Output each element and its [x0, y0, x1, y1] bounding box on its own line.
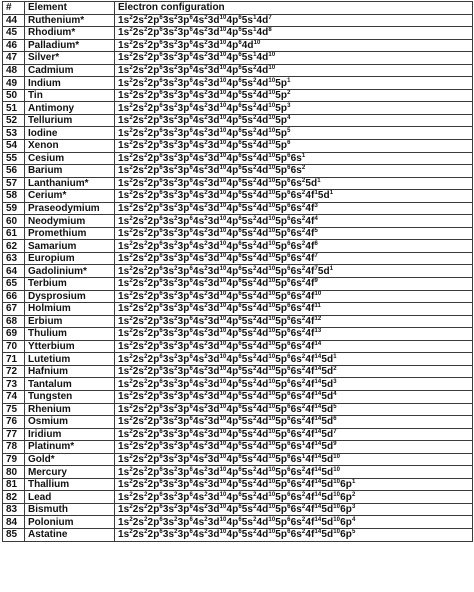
table-row: [3, 52, 473, 65]
element-name-cell: Samarium: [25, 240, 115, 253]
table-row: [3, 315, 473, 328]
table-row: [3, 202, 473, 215]
configuration-column-header: Electron configuration: [115, 2, 473, 15]
table-row: [3, 114, 473, 127]
atomic-number-cell: 58: [3, 190, 25, 203]
electron-configuration-cell: $1s^22s^22p^63s^23p^64s^23d^{10}4p^65s^24d^{10}5p^66s^24f^{14}5d^6$: [115, 416, 473, 429]
atomic-number-cell: 60: [3, 215, 25, 228]
element-name-cell: Gold*: [25, 453, 115, 466]
element-name-cell: Silver*: [25, 52, 115, 65]
element-name-cell: Astatine: [25, 528, 115, 541]
table-row: [3, 177, 473, 190]
element-name-cell: Polonium: [25, 516, 115, 529]
atomic-number-cell: 62: [3, 240, 25, 253]
atomic-number-cell: 71: [3, 353, 25, 366]
electron-configuration-cell: $1s^22s^22p^63s^23p^64s^23d^{10}4p^65s^24d^{10}5p^66s^24f^{14}5d^1$: [115, 353, 473, 366]
electron-configuration-cell: $1s^22s^22p^63s^23p^64s^23d^{10}4p^65s^24d^{10}5p^66s^24f^7$: [115, 252, 473, 265]
table-row: [3, 102, 473, 115]
table-body: [3, 14, 473, 541]
element-name-cell: Osmium: [25, 416, 115, 429]
element-name-cell: Xenon: [25, 140, 115, 153]
atomic-number-cell: 68: [3, 315, 25, 328]
table-row: [3, 152, 473, 165]
element-name-cell: Cerium*: [25, 190, 115, 203]
element-name-cell: Holmium: [25, 303, 115, 316]
table-row: [3, 328, 473, 341]
atomic-number-cell: 51: [3, 102, 25, 115]
electron-configuration-cell: $1s^22s^22p^63s^23p^64s^23d^{10}4p^65s^24d^{10}5p^66s^24f^{10}$: [115, 290, 473, 303]
electron-configuration-cell: $1s^22s^22p^63s^23p^64s^23d^{10}4p^65s^24d^{10}5p^66s^24f^15d^1$: [115, 190, 473, 203]
table-row: [3, 140, 473, 153]
atomic-number-cell: 81: [3, 478, 25, 491]
electron-configuration-cell: $1s^22s^22p^63s^23p^64s^23d^{10}4p^64d^{10}$: [115, 39, 473, 52]
element-name-cell: Iridium: [25, 428, 115, 441]
table-row: [3, 378, 473, 391]
atomic-number-cell: 63: [3, 252, 25, 265]
atomic-number-cell: 57: [3, 177, 25, 190]
atomic-number-cell: 56: [3, 165, 25, 178]
table-row: [3, 278, 473, 291]
atomic-number-cell: 48: [3, 64, 25, 77]
element-name-cell: Barium: [25, 165, 115, 178]
element-name-cell: Tin: [25, 89, 115, 102]
electron-configuration-cell: $1s^22s^22p^63s^23p^64s^23d^{10}4p^65s^24d^{10}5p^66s^24f^75d^1$: [115, 265, 473, 278]
electron-configuration-cell: 1s22s22p63s23p64s23d104p65s24d105p66s24f145d106p5: [115, 528, 473, 541]
electron-configuration-cell: 1s22s22p63s23p64s23d104p65s24d105p66s24f145d106p2: [115, 491, 473, 504]
electron-configuration-cell: $1s^22s^22p^63s^23p^64s^23d^{10}4p^65s^14d^8$: [115, 27, 473, 40]
atomic-number-cell: 44: [3, 14, 25, 27]
number-column-header: #: [3, 2, 25, 15]
electron-configuration-cell: $1s^22s^22p^63s^23p^64s^23d^{10}4p^65s^24d^{10}5p^4$: [115, 114, 473, 127]
atomic-number-cell: 47: [3, 52, 25, 65]
element-name-cell: Lead: [25, 491, 115, 504]
element-name-cell: Dysprosium: [25, 290, 115, 303]
table-row: [3, 503, 473, 516]
table-row: [3, 466, 473, 479]
atomic-number-cell: 74: [3, 390, 25, 403]
atomic-number-cell: 78: [3, 441, 25, 454]
table-row: [3, 77, 473, 90]
electron-configuration-cell: $1s^22s^22p^63s^23p^64s^23d^{10}4p^65s^24d^{10}5p^66s^24f^9$: [115, 278, 473, 291]
electron-configuration-cell: $1s^22s^22p^63s^23p^64s^23d^{10}4p^65s^24d^{10}5p^66s^14f^{14}5d^9$: [115, 441, 473, 454]
table-row: [3, 127, 473, 140]
element-name-cell: Thallium: [25, 478, 115, 491]
table-row: [3, 290, 473, 303]
electron-configuration-cell: $1s^22s^22p^63s^23p^64s^23d^{10}4p^65s^24d^{10}5p^66s^24f^3$: [115, 202, 473, 215]
electron-configuration-cell: $1s^22s^22p^63s^23p^64s^23d^{10}4p^65s^14d^7$: [115, 14, 473, 27]
electron-configuration-cell: 1s22s22p63s23p64s23d104p65s24d105p66s24f145d106p1: [115, 478, 473, 491]
electron-configuration-cell: $1s^22s^22p^63s^23p^64s^23d^{10}4p^65s^24d^{10}5p^66s^24f^{11}$: [115, 303, 473, 316]
table-row: [3, 491, 473, 504]
table-row: [3, 453, 473, 466]
electron-configuration-cell: $1s^22s^22p^63s^23p^64s^23d^{10}4p^65s^24d^{10}5p^66s^24f^{13}$: [115, 328, 473, 341]
table-row: [3, 165, 473, 178]
table-row: [3, 227, 473, 240]
electron-configuration-cell: 1s22s22p63s23p64s23d104p65s24d105p66s24f145d106p3: [115, 503, 473, 516]
table-row: [3, 403, 473, 416]
element-name-cell: Antimony: [25, 102, 115, 115]
element-name-cell: Neodymium: [25, 215, 115, 228]
atomic-number-cell: 49: [3, 77, 25, 90]
element-name-cell: Ruthenium*: [25, 14, 115, 27]
element-name-cell: Palladium*: [25, 39, 115, 52]
table-row: [3, 64, 473, 77]
atomic-number-cell: 45: [3, 27, 25, 40]
element-name-cell: Rhodium*: [25, 27, 115, 40]
element-name-cell: Platinum*: [25, 441, 115, 454]
atomic-number-cell: 70: [3, 340, 25, 353]
atomic-number-cell: 53: [3, 127, 25, 140]
element-name-cell: Tantalum: [25, 378, 115, 391]
atomic-number-cell: 75: [3, 403, 25, 416]
element-name-cell: Erbium: [25, 315, 115, 328]
atomic-number-cell: 52: [3, 114, 25, 127]
atomic-number-cell: 50: [3, 89, 25, 102]
table-row: [3, 340, 473, 353]
electron-configuration-cell: $1s^22s^22p^63s^23p^64s^23d^{10}4p^65s^24d^{10}5p^66s^24f^6$: [115, 240, 473, 253]
table-row: [3, 215, 473, 228]
atomic-number-cell: 85: [3, 528, 25, 541]
atomic-number-cell: 61: [3, 227, 25, 240]
table-row: [3, 303, 473, 316]
atomic-number-cell: 67: [3, 303, 25, 316]
atomic-number-cell: 69: [3, 328, 25, 341]
element-name-cell: Iodine: [25, 127, 115, 140]
table-row: [3, 265, 473, 278]
electron-configuration-table: [2, 1, 473, 542]
atomic-number-cell: 72: [3, 365, 25, 378]
table-row: [3, 516, 473, 529]
atomic-number-cell: 65: [3, 278, 25, 291]
table-row: [3, 39, 473, 52]
table-row: [3, 190, 473, 203]
element-name-cell: Praseodymium: [25, 202, 115, 215]
element-name-cell: Hafnium: [25, 365, 115, 378]
electron-configuration-cell: $1s^22s^22p^63s^23p^64s^23d^{10}4p^65s^24d^{10}5p^66s^24f^{14}5d^3$: [115, 378, 473, 391]
electron-configuration-cell: 1s22s22p63s23p64s23d104p65s24d105p66s14f145d10: [115, 453, 473, 466]
electron-configuration-cell: $1s^22s^22p^63s^23p^64s^23d^{10}4p^65s^24d^{10}5p^66s^24f^{14}5d^5$: [115, 403, 473, 416]
element-name-cell: Bismuth: [25, 503, 115, 516]
electron-configuration-cell: $1s^22s^22p^63s^23p^64s^23d^{10}4p^65s^24d^{10}$: [115, 64, 473, 77]
table-row: [3, 390, 473, 403]
atomic-number-cell: 46: [3, 39, 25, 52]
table-row: [3, 240, 473, 253]
electron-configuration-cell: $1s^22s^22p^63s^23p^64s^23d^{10}4p^65s^24d^{10}5p^66s^1$: [115, 152, 473, 165]
electron-configuration-cell: $1s^22s^22p^63s^23p^64s^23d^{10}4p^65s^24d^{10}5p^1$: [115, 77, 473, 90]
atomic-number-cell: 59: [3, 202, 25, 215]
electron-configuration-cell: $1s^22s^22p^63s^23p^64s^23d^{10}4p^65s^24d^{10}5p^66s^24f^{14}5d^7$: [115, 428, 473, 441]
electron-configuration-cell: $1s^22s^22p^63s^23p^64s^23d^{10}4p^65s^24d^{10}5p^66s^24f^5$: [115, 227, 473, 240]
electron-configuration-cell: $1s^22s^22p^63s^23p^64s^23d^{10}4p^65s^24d^{10}5p^6$: [115, 140, 473, 153]
electron-configuration-cell: $1s^22s^22p^63s^23p^64s^23d^{10}4p^65s^24d^{10}5p^66s^24f^4$: [115, 215, 473, 228]
element-name-cell: Indium: [25, 77, 115, 90]
atomic-number-cell: 84: [3, 516, 25, 529]
element-name-cell: Cadmium: [25, 64, 115, 77]
electron-configuration-cell: $1s^22s^22p^63s^23p^64s^23d^{10}4p^65s^24d^{10}5p^66s^2$: [115, 165, 473, 178]
atomic-number-cell: 77: [3, 428, 25, 441]
atomic-number-cell: 55: [3, 152, 25, 165]
element-name-cell: Tungsten: [25, 390, 115, 403]
atomic-number-cell: 83: [3, 503, 25, 516]
electron-configuration-cell: $1s^22s^22p^63s^23p^64s^23d^{10}4p^65s^24d^{10}5p^3$: [115, 102, 473, 115]
element-name-cell: Mercury: [25, 466, 115, 479]
element-column-header: Element: [25, 2, 115, 15]
element-name-cell: Promethium: [25, 227, 115, 240]
table-row: [3, 528, 473, 541]
element-name-cell: Thulium: [25, 328, 115, 341]
atomic-number-cell: 73: [3, 378, 25, 391]
table-row: [3, 428, 473, 441]
element-name-cell: Ytterbium: [25, 340, 115, 353]
header-row: [3, 2, 473, 15]
table-row: [3, 416, 473, 429]
table-header: [3, 2, 473, 15]
table-row: [3, 353, 473, 366]
electron-configuration-cell: 1s22s22p63s23p64s23d104p65s24d105p66s24f145d10: [115, 466, 473, 479]
atomic-number-cell: 66: [3, 290, 25, 303]
element-name-cell: Gadolinium*: [25, 265, 115, 278]
electron-configuration-cell: $1s^22s^22p^63s^23p^64s^23d^{10}4p^65s^24d^{10}5p^66s^24f^{12}$: [115, 315, 473, 328]
atomic-number-cell: 54: [3, 140, 25, 153]
table-row: [3, 27, 473, 40]
electron-configuration-cell: $1s^22s^22p^63s^23p^64s^23d^{10}4p^65s^24d^{10}5p^66s^25d^1$: [115, 177, 473, 190]
atomic-number-cell: 79: [3, 453, 25, 466]
electron-configuration-cell: $1s^22s^22p^63s^23p^64s^23d^{10}4p^65s^24d^{10}5p^66s^24f^{14}5d^4$: [115, 390, 473, 403]
electron-configuration-cell: $1s^22s^22p^63s^23p^64s^23d^{10}4p^65s^24d^{10}5p^5$: [115, 127, 473, 140]
table-row: [3, 14, 473, 27]
element-name-cell: Terbium: [25, 278, 115, 291]
electron-configuration-cell: $1s^22s^22p^63s^23p^64s^23d^{10}4p^65s^14d^{10}$: [115, 52, 473, 65]
element-name-cell: Europium: [25, 252, 115, 265]
element-name-cell: Lutetium: [25, 353, 115, 366]
electron-configuration-cell: $1s^22s^22p^63s^23p^64s^23d^{10}4p^65s^24d^{10}5p^2$: [115, 89, 473, 102]
table-row: [3, 441, 473, 454]
element-name-cell: Rhenium: [25, 403, 115, 416]
table-row: [3, 89, 473, 102]
atomic-number-cell: 76: [3, 416, 25, 429]
table-row: [3, 252, 473, 265]
electron-configuration-cell: $1s^22s^22p^63s^23p^64s^23d^{10}4p^65s^24d^{10}5p^66s^24f^{14}$: [115, 340, 473, 353]
atomic-number-cell: 82: [3, 491, 25, 504]
element-name-cell: Tellurium: [25, 114, 115, 127]
table-row: [3, 478, 473, 491]
table-row: [3, 365, 473, 378]
element-name-cell: Lanthanium*: [25, 177, 115, 190]
element-name-cell: Cesium: [25, 152, 115, 165]
electron-configuration-cell: 1s22s22p63s23p64s23d104p65s24d105p66s24f145d106p4: [115, 516, 473, 529]
electron-configuration-cell: $1s^22s^22p^63s^23p^64s^23d^{10}4p^65s^24d^{10}5p^66s^24f^{14}5d^2$: [115, 365, 473, 378]
atomic-number-cell: 80: [3, 466, 25, 479]
atomic-number-cell: 64: [3, 265, 25, 278]
